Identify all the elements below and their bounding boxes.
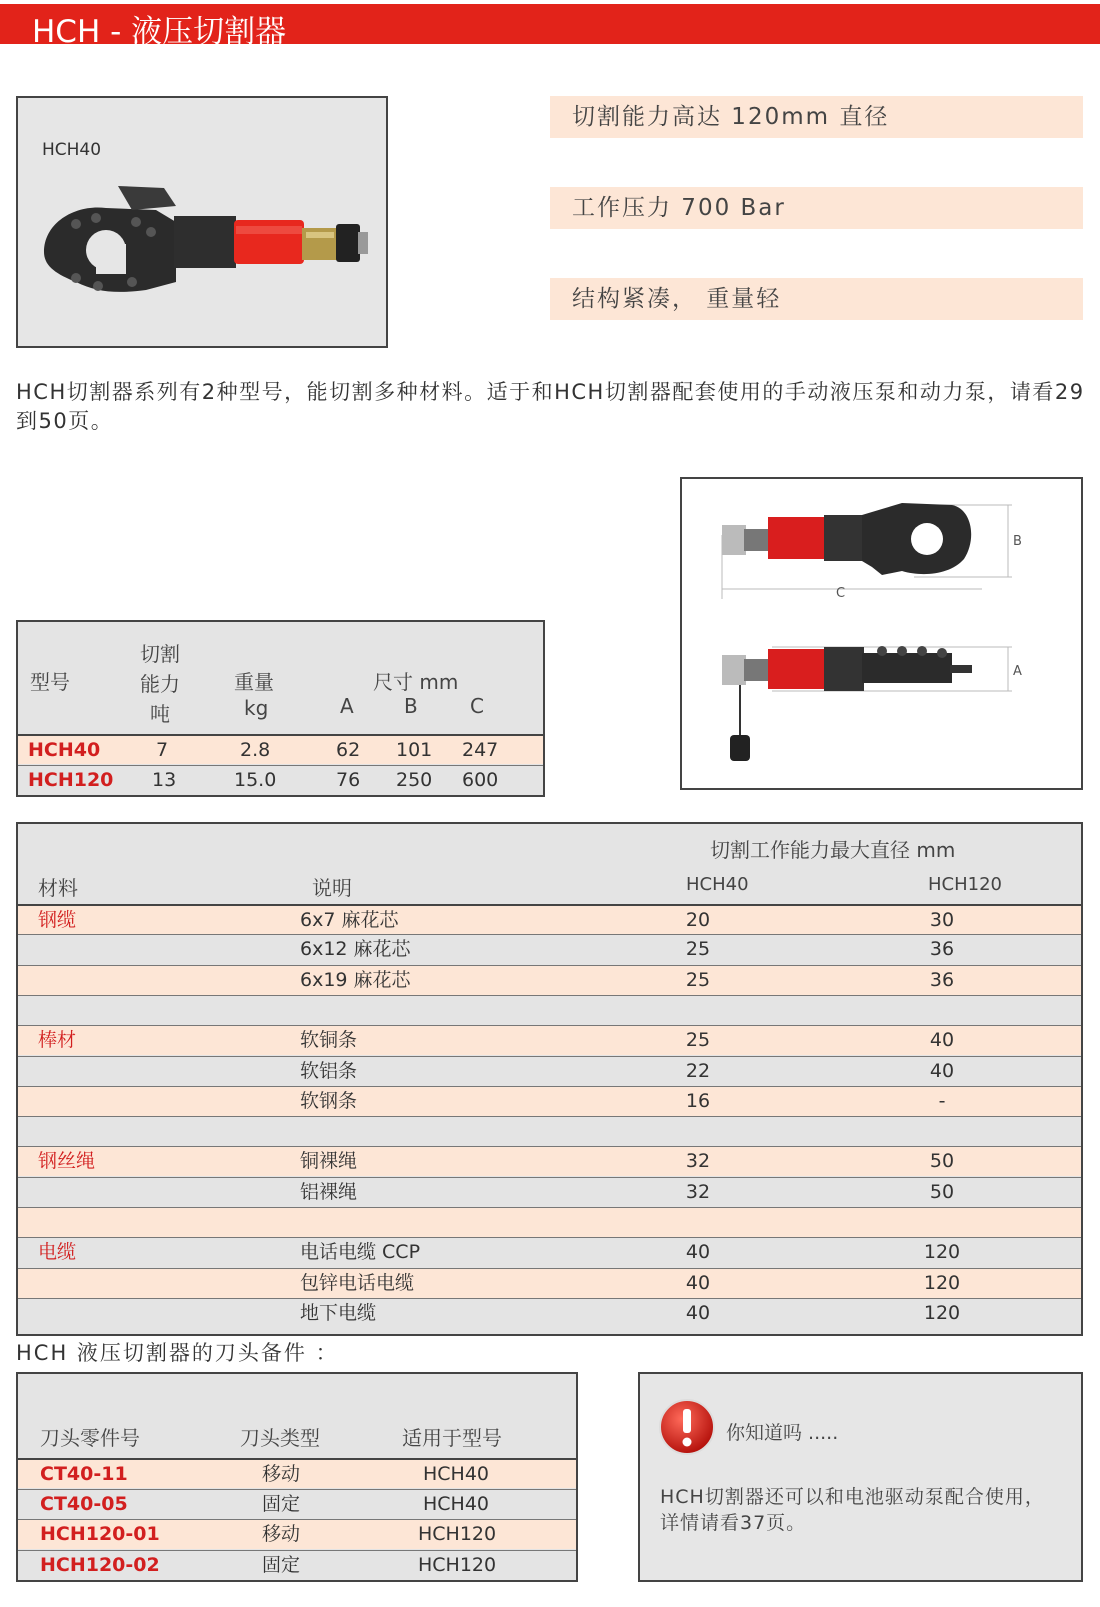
capacity-description: 铜裸绳 <box>300 1150 358 1173</box>
capacity-hch120: 120 <box>923 1271 961 1294</box>
capacity-table <box>16 822 1083 1336</box>
capacity-hch120: 120 <box>923 1241 961 1264</box>
table-row <box>18 1489 576 1519</box>
product-photo-panel <box>16 96 388 348</box>
spec-dim-c: 247 <box>462 739 499 761</box>
spare-parts-table <box>16 1372 578 1582</box>
table-row <box>18 995 1081 1025</box>
table-row <box>18 1207 1081 1237</box>
capacity-hch40: 32 <box>685 1180 711 1203</box>
spare-part-number: CT40-05 <box>40 1493 128 1515</box>
spare-part-number: CT40-11 <box>40 1463 128 1485</box>
table-row <box>18 904 1081 934</box>
spec-header-capacity-1: 切割 <box>140 642 180 666</box>
tip-body-line1: HCH切割器还可以和电池驱动泵配合使用， <box>660 1486 1045 1508</box>
capacity-description: 电话电缆 CCP <box>300 1241 421 1264</box>
spec-header-capacity-2: 能力 <box>140 672 180 696</box>
spec-header-capacity-3: 吨 <box>150 702 170 726</box>
capacity-header-material: 材料 <box>38 876 78 900</box>
table-row <box>18 1519 576 1549</box>
spec-table <box>16 620 545 797</box>
capacity-hch40: 40 <box>685 1301 711 1324</box>
capacity-hch120: 36 <box>929 938 955 961</box>
spec-dim-a: 62 <box>336 739 361 761</box>
tip-body-line2: 详情请看37页。 <box>660 1512 807 1534</box>
capacity-hch40: 16 <box>685 1089 711 1112</box>
header-banner <box>0 4 1100 50</box>
capacity-group-header: 切割工作能力最大直径 mm <box>710 838 956 862</box>
capacity-material: 钢缆 <box>38 909 77 931</box>
spec-weight: 2.8 <box>240 739 271 761</box>
spare-part-type: 移动 <box>262 1523 301 1545</box>
capacity-hch120: 40 <box>929 1029 955 1052</box>
spec-dim-a: 76 <box>336 769 361 791</box>
capacity-hch120: 40 <box>929 1059 955 1082</box>
alert-icon <box>658 1398 716 1456</box>
spec-header-weight: 重量 <box>234 670 274 694</box>
capacity-hch40: 40 <box>685 1241 711 1264</box>
spec-header-dim-c: C <box>470 694 484 718</box>
capacity-hch120: 120 <box>923 1301 961 1324</box>
capacity-hch120: 50 <box>929 1180 955 1203</box>
table-row <box>18 1550 576 1580</box>
capacity-hch120: 50 <box>929 1150 955 1173</box>
capacity-description: 铝裸绳 <box>300 1180 358 1203</box>
table-row <box>18 934 1081 964</box>
spec-capacity: 13 <box>152 769 177 791</box>
capacity-hch40: 40 <box>685 1271 711 1294</box>
tip-panel <box>638 1372 1083 1582</box>
spec-model: HCH40 <box>28 739 101 761</box>
spare-part-model: HCH120 <box>418 1523 497 1545</box>
capacity-description: 软铝条 <box>300 1059 358 1082</box>
capacity-description: 软铜条 <box>300 1029 358 1052</box>
table-row <box>18 1086 1081 1116</box>
spare-header-part: 刀头零件号 <box>40 1426 140 1450</box>
spare-part-type: 固定 <box>262 1493 301 1515</box>
table-row <box>18 1146 1081 1176</box>
spec-header-dimensions: 尺寸 mm <box>373 670 459 694</box>
capacity-header-hch120: HCH120 <box>928 874 1002 895</box>
spare-part-number: HCH120-01 <box>40 1523 160 1545</box>
product-photo-label: HCH40 <box>42 140 102 160</box>
capacity-hch40: 32 <box>685 1150 711 1173</box>
table-row <box>18 1025 1081 1055</box>
capacity-hch40: 20 <box>685 909 711 931</box>
intro-paragraph: HCH切割器系列有2种型号，能切割多种材料。适于和HCH切割器配套使用的手动液压泵和动力泵，请看29到50页。 <box>16 380 1085 433</box>
spare-part-type: 固定 <box>262 1554 301 1576</box>
table-row <box>18 1268 1081 1298</box>
capacity-description: 6x12 麻花芯 <box>300 938 411 961</box>
table-row <box>18 1177 1081 1207</box>
table-row <box>18 965 1081 995</box>
spec-capacity: 7 <box>156 739 169 761</box>
capacity-hch120: - <box>938 1089 946 1112</box>
spec-header-dim-a: A <box>340 694 354 718</box>
spare-part-model: HCH40 <box>423 1463 490 1485</box>
capacity-header-hch40: HCH40 <box>686 874 749 895</box>
spare-part-number: HCH120-02 <box>40 1554 160 1576</box>
capacity-header-description: 说明 <box>312 876 352 900</box>
feature-pressure: 工作压力 700 Bar <box>550 187 1083 229</box>
table-row <box>18 1237 1081 1267</box>
table-row <box>18 1056 1081 1086</box>
capacity-description: 6x19 麻花芯 <box>300 968 411 991</box>
capacity-material: 电缆 <box>38 1241 77 1264</box>
table-row <box>18 1116 1081 1146</box>
capacity-hch40: 22 <box>685 1059 711 1082</box>
capacity-hch40: 25 <box>685 938 711 961</box>
spec-header-model: 型号 <box>30 670 70 694</box>
capacity-hch40: 25 <box>685 968 711 991</box>
cutter-photo-icon <box>36 182 376 312</box>
spec-dim-b: 101 <box>396 739 433 761</box>
diagram-label-c: C <box>836 586 846 601</box>
spec-header-dim-b: B <box>404 694 418 718</box>
table-row <box>18 765 543 795</box>
spare-part-model: HCH120 <box>418 1554 497 1576</box>
spare-part-model: HCH40 <box>423 1493 490 1515</box>
spare-part-type: 移动 <box>262 1463 301 1485</box>
feature-capacity: 切割能力高达 120mm 直径 <box>550 96 1083 138</box>
cutter-diagram-icon <box>682 479 1081 788</box>
tip-heading: 你知道吗 ..... <box>726 1422 839 1444</box>
capacity-hch120: 30 <box>929 909 955 931</box>
spare-header-type: 刀头类型 <box>240 1426 320 1450</box>
capacity-hch40: 25 <box>685 1029 711 1052</box>
spare-header-model: 适用于型号 <box>402 1426 502 1450</box>
capacity-description: 包锌电话电缆 <box>300 1271 415 1294</box>
diagram-label-b: B <box>1013 534 1022 549</box>
page-title: HCH - 液压切割器 <box>32 14 287 50</box>
spare-parts-title: HCH 液压切割器的刀头备件 ： <box>16 1341 339 1365</box>
capacity-description: 软钢条 <box>300 1089 358 1112</box>
spec-model: HCH120 <box>28 769 114 791</box>
capacity-material: 棒材 <box>38 1029 77 1052</box>
spec-header-weight-unit: kg <box>244 696 269 720</box>
spec-dim-c: 600 <box>462 769 499 791</box>
capacity-material: 钢丝绳 <box>38 1150 96 1173</box>
spec-weight: 15.0 <box>234 769 277 791</box>
table-row <box>18 734 543 764</box>
table-row <box>18 1458 576 1488</box>
feature-compact: 结构紧凑， 重量轻 <box>550 278 1083 320</box>
spec-dim-b: 250 <box>396 769 433 791</box>
diagram-label-a: A <box>1013 664 1022 679</box>
capacity-description: 6x7 麻花芯 <box>300 909 399 931</box>
capacity-hch120: 36 <box>929 968 955 991</box>
capacity-description: 地下电缆 <box>300 1301 377 1324</box>
dimension-diagram <box>680 477 1083 790</box>
table-row <box>18 1298 1081 1328</box>
